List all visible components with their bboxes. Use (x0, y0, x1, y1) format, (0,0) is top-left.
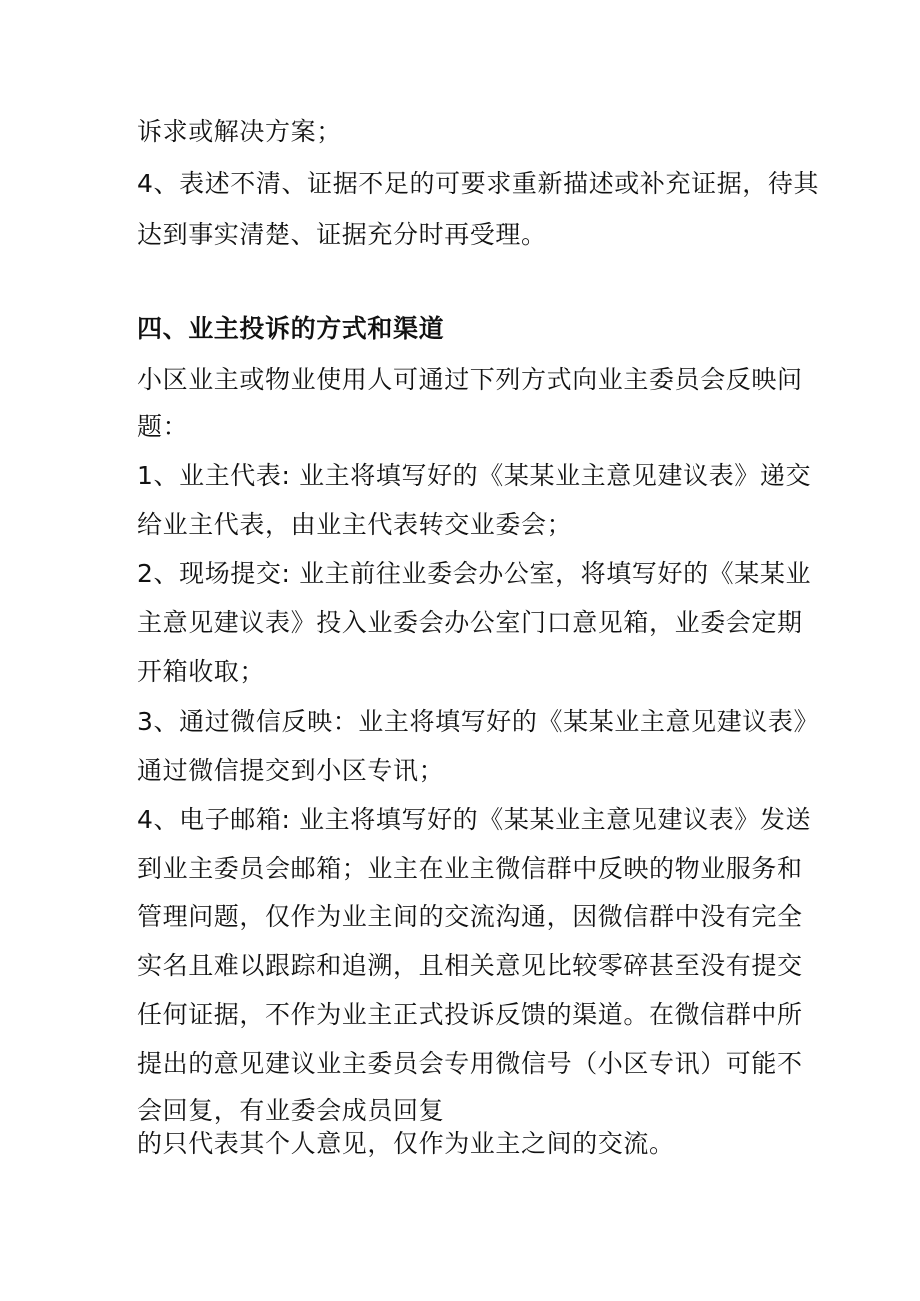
text-line-channel-2-cont: 主意见建议表》投入业委会办公室门口意见箱，业委会定期 (137, 608, 803, 637)
text-line-wechat-note-6: 的只代表其个人意见，仅作为业主之间的交流。 (137, 1129, 675, 1158)
text-line-channel-4-cont: 到业主委员会邮箱；业主在业主微信群中反映的物业服务和 (137, 854, 803, 883)
text-line-channel-1: 1、业主代表: 业主将填写好的《某某业主意见建议表》递交 (137, 461, 812, 490)
text-line-wechat-note-5: 会回复，有业委会成员回复 (137, 1096, 445, 1125)
text-line-channel-3-cont: 通过微信提交到小区专讯； (137, 756, 445, 785)
text-line-wechat-note-4: 提出的意见建议业主委员会专用微信号（小区专讯）可能不 (137, 1049, 803, 1078)
text-line-channel-3: 3、通过微信反映：业主将填写好的《某某业主意见建议表》 (137, 707, 820, 736)
text-line-wechat-note: 管理问题，仅作为业主间的交流沟通，因微信群中没有完全 (137, 902, 803, 931)
section-heading: 四、业主投诉的方式和渠道 (137, 314, 445, 343)
text-line-channel-2: 2、现场提交: 业主前往业委会办公室，将填写好的《某某业 (137, 559, 812, 588)
text-line-channel-2-end: 开箱收取； (137, 657, 266, 686)
text-line-item-4: 4、表述不清、证据不足的可要求重新描述或补充证据，待其 (137, 169, 820, 198)
text-line-intro-cont: 题： (137, 412, 189, 441)
text-line-item-4-cont: 达到事实清楚、证据充分时再受理。 (137, 220, 547, 249)
text-line-wechat-note-2: 实名且难以跟踪和追溯，且相关意见比较零碎甚至没有提交 (137, 951, 803, 980)
text-line-wechat-note-3: 任何证据，不作为业主正式投诉反馈的渠道。在微信群中所 (137, 1000, 803, 1029)
text-line-request: 诉求或解决方案； (137, 117, 342, 146)
text-line-channel-4: 4、电子邮箱: 业主将填写好的《某某业主意见建议表》发送 (137, 805, 812, 834)
text-line-intro: 小区业主或物业使用人可通过下列方式向业主委员会反映问 (137, 365, 803, 394)
text-line-channel-1-cont: 给业主代表，由业主代表转交业委会； (137, 510, 573, 539)
